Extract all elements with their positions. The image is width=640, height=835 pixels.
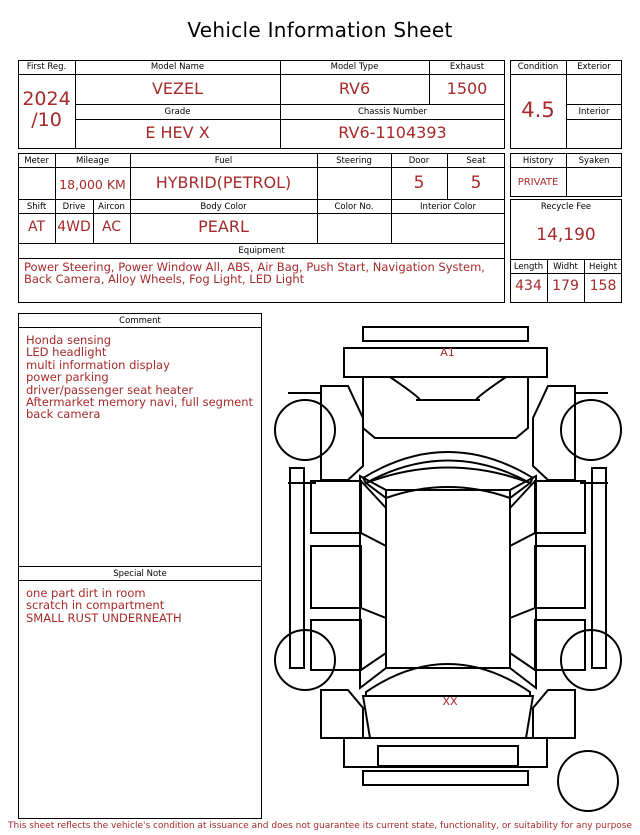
drive-value: 4WD [57,219,91,235]
chassis-number-label: Chassis Number [357,107,428,117]
first-reg-year: 2024 [22,88,71,110]
syaken-label: Syaken [578,156,610,166]
disclaimer-footer: This sheet reflects the vehicle's condition at issuance and does not guarantee its current state, functionality, or suitability for any purpose [7,821,633,831]
body-color-value: PEARL [198,217,249,236]
width-value: 179 [552,278,579,294]
special-note-line: scratch in compartment [26,598,165,613]
interior-label: Interior [578,107,610,117]
seat-value: 5 [470,173,482,193]
interior-color-label: Interior Color [420,202,476,212]
shift-label: Shift [26,202,47,212]
recycle-fee-label: Recycle Fee [540,202,592,212]
exterior-label: Exterior [577,62,611,72]
model-name-label: Model Name [150,62,205,72]
drive-label: Drive [62,202,86,212]
steering-label: Steering [336,156,372,166]
door-label: Door [408,156,430,166]
model-name-value: VEZEL [151,79,204,98]
history-value: PRIVATE [517,177,559,188]
special-note-label: Special Note [113,569,167,579]
comment-list [26,334,258,421]
comment-label: Comment [119,316,161,326]
aircon-value: AC [101,219,122,235]
chassis-number-value: RV6-1104393 [338,123,447,142]
height-label: Height [588,262,618,272]
comment-line: multi information display [26,357,170,372]
body-color-label: Body Color [200,202,247,212]
car-diagram [268,318,628,818]
fuel-value: HYBRID(PETROL) [155,173,292,192]
fuel-label: Fuel [214,156,233,166]
color-no-label: Color No. [334,202,374,212]
comment-line: power parking [26,370,109,385]
width-label: Widht [553,262,578,272]
seat-label: Seat [466,156,486,166]
door-value: 5 [413,173,425,193]
special-note-line: SMALL RUST UNDERNEATH [26,610,182,625]
first-reg-month: /10 [31,109,62,131]
meter-label: Meter [24,156,49,166]
front-damage-mark: A1 [440,346,455,359]
first-reg-label: First Reg. [26,62,67,72]
special-note-line: one part dirt in room [26,586,146,600]
shift-value: AT [27,219,46,235]
mileage-value: 18,000 KM [59,177,126,192]
aircon-label: Aircon [98,202,125,212]
history-label: History [522,156,554,166]
mileage-label: Mileage [75,156,110,166]
comment-line: Honda sensing [26,333,112,347]
exhaust-value: 1500 [446,79,488,98]
grade-value: E HEV X [145,123,210,142]
length-value: 434 [515,278,542,294]
comment-line: back camera [26,407,101,422]
grade-label: Grade [164,107,191,117]
model-type-value: RV6 [338,79,371,98]
comment-line: Aftermarket memory navi, full segment [26,395,254,410]
comment-line: driver/passenger seat heater [26,382,194,397]
equipment-value: Power Steering, Power Window All, ABS, Air Bag, Push Start, Navigation System, Back Camera, Alloy Wheels, Fog Light, LED Light [24,260,485,286]
condition-grade: 4.5 [521,98,555,122]
equipment-label: Equipment [238,246,285,256]
sheet-title: Vehicle Information Sheet [187,18,453,42]
rear-damage-mark: XX [442,695,458,708]
height-value: 158 [589,278,617,294]
model-type-label: Model Type [330,62,379,72]
recycle-fee-value: 14,190 [536,225,596,245]
exhaust-label: Exhaust [449,62,485,72]
condition-label: Condition [517,62,559,72]
length-label: Length [513,262,544,272]
comment-line: LED headlight [26,345,107,360]
special-note-list [26,587,258,624]
